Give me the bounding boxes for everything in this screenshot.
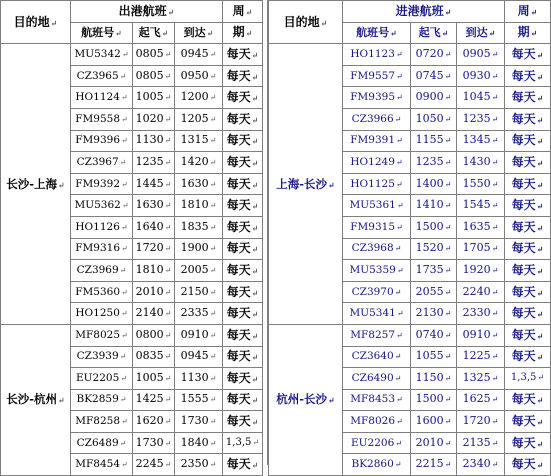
depart-time: 1640↵ <box>133 216 175 238</box>
depart-time: 1235↵ <box>411 152 457 174</box>
frequency: 每天↵ <box>223 324 263 346</box>
frequency: 每天↵ <box>223 108 263 130</box>
route-cell: 长沙-杭州↵ <box>1 324 71 475</box>
depart-time: 1445↵ <box>133 173 175 195</box>
depart-time: 1020↵ <box>133 108 175 130</box>
col-depart-header: 起飞↵ <box>411 22 457 44</box>
arrive-time: 0945↵ <box>175 346 223 368</box>
arrive-time: 1555↵ <box>175 389 223 411</box>
flight-number: HO1123↵ <box>343 44 411 66</box>
depart-time: 1425↵ <box>133 389 175 411</box>
flight-number: CZ3968↵ <box>343 238 411 260</box>
frequency: 每天↵ <box>223 65 263 87</box>
flight-number: MU5361↵ <box>343 195 411 217</box>
arrive-time: 0910↵ <box>457 324 505 346</box>
depart-time: 0745↵ <box>411 65 457 87</box>
flight-number: CZ3640↵ <box>343 346 411 368</box>
arrive-time: 2240↵ <box>457 281 505 303</box>
arrive-time: 0905↵ <box>457 44 505 66</box>
table-row <box>269 324 551 346</box>
arrive-time: 1045↵ <box>457 87 505 109</box>
route-cell: 长沙-上海↵ <box>1 44 71 325</box>
frequency: 每天↵ <box>223 173 263 195</box>
depart-time: 1410↵ <box>411 195 457 217</box>
arrive-time: 0910↵ <box>175 324 223 346</box>
arrive-time: 2150↵ <box>175 281 223 303</box>
freq-header: 周↵ <box>505 1 551 23</box>
arrive-time: 2335↵ <box>175 303 223 325</box>
arrive-time: 1325↵ <box>457 368 505 390</box>
arrive-time: 1225↵ <box>457 346 505 368</box>
arrive-time: 2340↵ <box>457 454 505 476</box>
flight-number: HO1250↵ <box>71 303 133 325</box>
frequency: 每天↵ <box>223 152 263 174</box>
flight-number: BK2860↵ <box>343 454 411 476</box>
depart-time: 0835↵ <box>133 346 175 368</box>
depart-time: 2245↵ <box>133 454 175 476</box>
depart-time: 0800↵ <box>133 324 175 346</box>
flight-number: EU2205↵ <box>71 368 133 390</box>
flight-number: CZ3939↵ <box>71 346 133 368</box>
depart-time: 0805↵ <box>133 44 175 66</box>
depart-time: 2140↵ <box>133 303 175 325</box>
frequency: 每天↵ <box>505 324 551 346</box>
frequency: 每天↵ <box>505 195 551 217</box>
depart-time: 1235↵ <box>133 152 175 174</box>
frequency: 每天↵ <box>223 389 263 411</box>
flight-number: MF8454↵ <box>71 454 133 476</box>
flight-number: MU5342↵ <box>71 44 133 66</box>
dest-header: 目的地↵ <box>269 1 343 44</box>
arrive-time: 1705↵ <box>457 238 505 260</box>
col-flight-header: 航班号↵ <box>71 22 133 44</box>
route-cell: 杭州-长沙↵ <box>269 324 343 475</box>
col-arrive-header: 到达↵ <box>175 22 223 44</box>
frequency: 1,3,5↵ <box>223 432 263 454</box>
depart-time: 1150↵ <box>411 368 457 390</box>
arrive-time: 1810↵ <box>175 195 223 217</box>
arrive-time: 2330↵ <box>457 303 505 325</box>
flight-number: MF8026↵ <box>343 411 411 433</box>
arrive-time: 1630↵ <box>175 173 223 195</box>
route-cell: 上海-长沙↵ <box>269 44 343 325</box>
arrive-time: 1635↵ <box>457 216 505 238</box>
frequency: 每天↵ <box>505 432 551 454</box>
flight-number: FM9557↵ <box>343 65 411 87</box>
arrive-time: 1130↵ <box>175 368 223 390</box>
frequency: 每天↵ <box>223 87 263 109</box>
col-flight-header: 航班号↵ <box>343 22 411 44</box>
flight-number: MF8258↵ <box>71 411 133 433</box>
freq-header-2: 期↵ <box>505 22 551 44</box>
depart-time: 2010↵ <box>411 432 457 454</box>
frequency: 每天↵ <box>505 454 551 476</box>
arrive-time: 0930↵ <box>457 65 505 87</box>
frequency: 每天↵ <box>223 303 263 325</box>
frequency: 每天↵ <box>223 281 263 303</box>
arrive-time: 1430↵ <box>457 152 505 174</box>
flight-number: BK2859↵ <box>71 389 133 411</box>
depart-time: 2130↵ <box>411 303 457 325</box>
table-row <box>1 324 263 346</box>
flight-number: FM9391↵ <box>343 130 411 152</box>
flight-number: MU5362↵ <box>71 195 133 217</box>
flight-number: FM9396↵ <box>71 130 133 152</box>
arrive-time: 1550↵ <box>457 173 505 195</box>
col-depart-header: 起飞↵ <box>133 22 175 44</box>
depart-time: 1600↵ <box>411 411 457 433</box>
flight-number: FM9395↵ <box>343 87 411 109</box>
depart-time: 1620↵ <box>133 411 175 433</box>
frequency: 每天↵ <box>505 411 551 433</box>
flight-number: HO1125↵ <box>343 173 411 195</box>
depart-time: 0805↵ <box>133 65 175 87</box>
arrive-time: 1545↵ <box>457 195 505 217</box>
freq-header: 周↵ <box>223 1 263 23</box>
frequency: 每天↵ <box>223 346 263 368</box>
arrive-time: 0945↵ <box>175 44 223 66</box>
depart-time: 1055↵ <box>411 346 457 368</box>
frequency: 每天↵ <box>505 389 551 411</box>
arrive-time: 1200↵ <box>175 87 223 109</box>
flight-number: EU2206↵ <box>343 432 411 454</box>
frequency: 每天↵ <box>505 216 551 238</box>
depart-time: 0900↵ <box>411 87 457 109</box>
flight-number: CZ3966↵ <box>343 108 411 130</box>
frequency: 1,3,5↵ <box>505 368 551 390</box>
flight-number: FM9315↵ <box>343 216 411 238</box>
section-title: 出港航班↵ <box>71 1 223 23</box>
frequency: 每天↵ <box>505 281 551 303</box>
frequency: 每天↵ <box>223 368 263 390</box>
section-title: 进港航班↵ <box>343 1 505 23</box>
arrive-time: 1840↵ <box>175 432 223 454</box>
frequency: 每天↵ <box>223 411 263 433</box>
flight-number: HO1249↵ <box>343 152 411 174</box>
frequency: 每天↵ <box>223 238 263 260</box>
frequency: 每天↵ <box>505 108 551 130</box>
arrive-time: 1625↵ <box>457 389 505 411</box>
flight-number: CZ3970↵ <box>343 281 411 303</box>
depart-time: 1520↵ <box>411 238 457 260</box>
depart-time: 1810↵ <box>133 260 175 282</box>
arrive-time: 1345↵ <box>457 130 505 152</box>
inbound-table <box>268 0 551 476</box>
flight-number: FM9316↵ <box>71 238 133 260</box>
arrive-time: 0950↵ <box>175 65 223 87</box>
flight-number: CZ3969↵ <box>71 260 133 282</box>
depart-time: 2215↵ <box>411 454 457 476</box>
depart-time: 2010↵ <box>133 281 175 303</box>
flight-number: MF8025↵ <box>71 324 133 346</box>
arrive-time: 1315↵ <box>175 130 223 152</box>
arrive-time: 1205↵ <box>175 108 223 130</box>
frequency: 每天↵ <box>505 303 551 325</box>
flight-number: MU5359↵ <box>343 260 411 282</box>
depart-time: 1735↵ <box>411 260 457 282</box>
dest-header: 目的地↵ <box>1 1 71 44</box>
depart-time: 1730↵ <box>133 432 175 454</box>
depart-time: 1155↵ <box>411 130 457 152</box>
frequency: 每天↵ <box>505 238 551 260</box>
outbound-table <box>0 0 263 476</box>
frequency: 每天↵ <box>223 216 263 238</box>
freq-header-2: 期↵ <box>223 22 263 44</box>
arrive-time: 1920↵ <box>457 260 505 282</box>
frequency: 每天↵ <box>505 44 551 66</box>
depart-time: 0740↵ <box>411 324 457 346</box>
depart-time: 1500↵ <box>411 216 457 238</box>
flight-number: FM9558↵ <box>71 108 133 130</box>
table-row <box>1 44 263 66</box>
flight-number: HO1126↵ <box>71 216 133 238</box>
table-row <box>269 44 551 66</box>
depart-time: 1720↵ <box>133 238 175 260</box>
flight-number: HO1124↵ <box>71 87 133 109</box>
flight-number: CZ6490↵ <box>343 368 411 390</box>
flight-number: MF8257↵ <box>343 324 411 346</box>
arrive-time: 2005↵ <box>175 260 223 282</box>
frequency: 每天↵ <box>505 87 551 109</box>
frequency: 每天↵ <box>505 346 551 368</box>
frequency: 每天↵ <box>223 195 263 217</box>
depart-time: 1400↵ <box>411 173 457 195</box>
depart-time: 2055↵ <box>411 281 457 303</box>
depart-time: 1005↵ <box>133 87 175 109</box>
depart-time: 0720↵ <box>411 44 457 66</box>
frequency: 每天↵ <box>223 454 263 476</box>
arrive-time: 1730↵ <box>175 411 223 433</box>
depart-time: 1630↵ <box>133 195 175 217</box>
frequency: 每天↵ <box>223 260 263 282</box>
frequency: 每天↵ <box>223 44 263 66</box>
frequency: 每天↵ <box>505 130 551 152</box>
depart-time: 1050↵ <box>411 108 457 130</box>
frequency: 每天↵ <box>223 130 263 152</box>
frequency: 每天↵ <box>505 260 551 282</box>
flight-number: MU5341↵ <box>343 303 411 325</box>
depart-time: 1005↵ <box>133 368 175 390</box>
col-arrive-header: 到达↵ <box>457 22 505 44</box>
arrive-time: 1420↵ <box>175 152 223 174</box>
arrive-time: 2350↵ <box>175 454 223 476</box>
flight-number: MF8453↵ <box>343 389 411 411</box>
arrive-time: 1235↵ <box>457 108 505 130</box>
arrive-time: 1835↵ <box>175 216 223 238</box>
flight-number: CZ6489↵ <box>71 432 133 454</box>
flight-number: FM5360↵ <box>71 281 133 303</box>
frequency: 每天↵ <box>505 65 551 87</box>
frequency: 每天↵ <box>505 173 551 195</box>
frequency: 每天↵ <box>505 152 551 174</box>
depart-time: 1130↵ <box>133 130 175 152</box>
arrive-time: 1900↵ <box>175 238 223 260</box>
arrive-time: 2135↵ <box>457 432 505 454</box>
flight-number: CZ3967↵ <box>71 152 133 174</box>
arrive-time: 1720↵ <box>457 411 505 433</box>
depart-time: 1500↵ <box>411 389 457 411</box>
flight-number: CZ3965↵ <box>71 65 133 87</box>
flight-number: FM9392↵ <box>71 173 133 195</box>
